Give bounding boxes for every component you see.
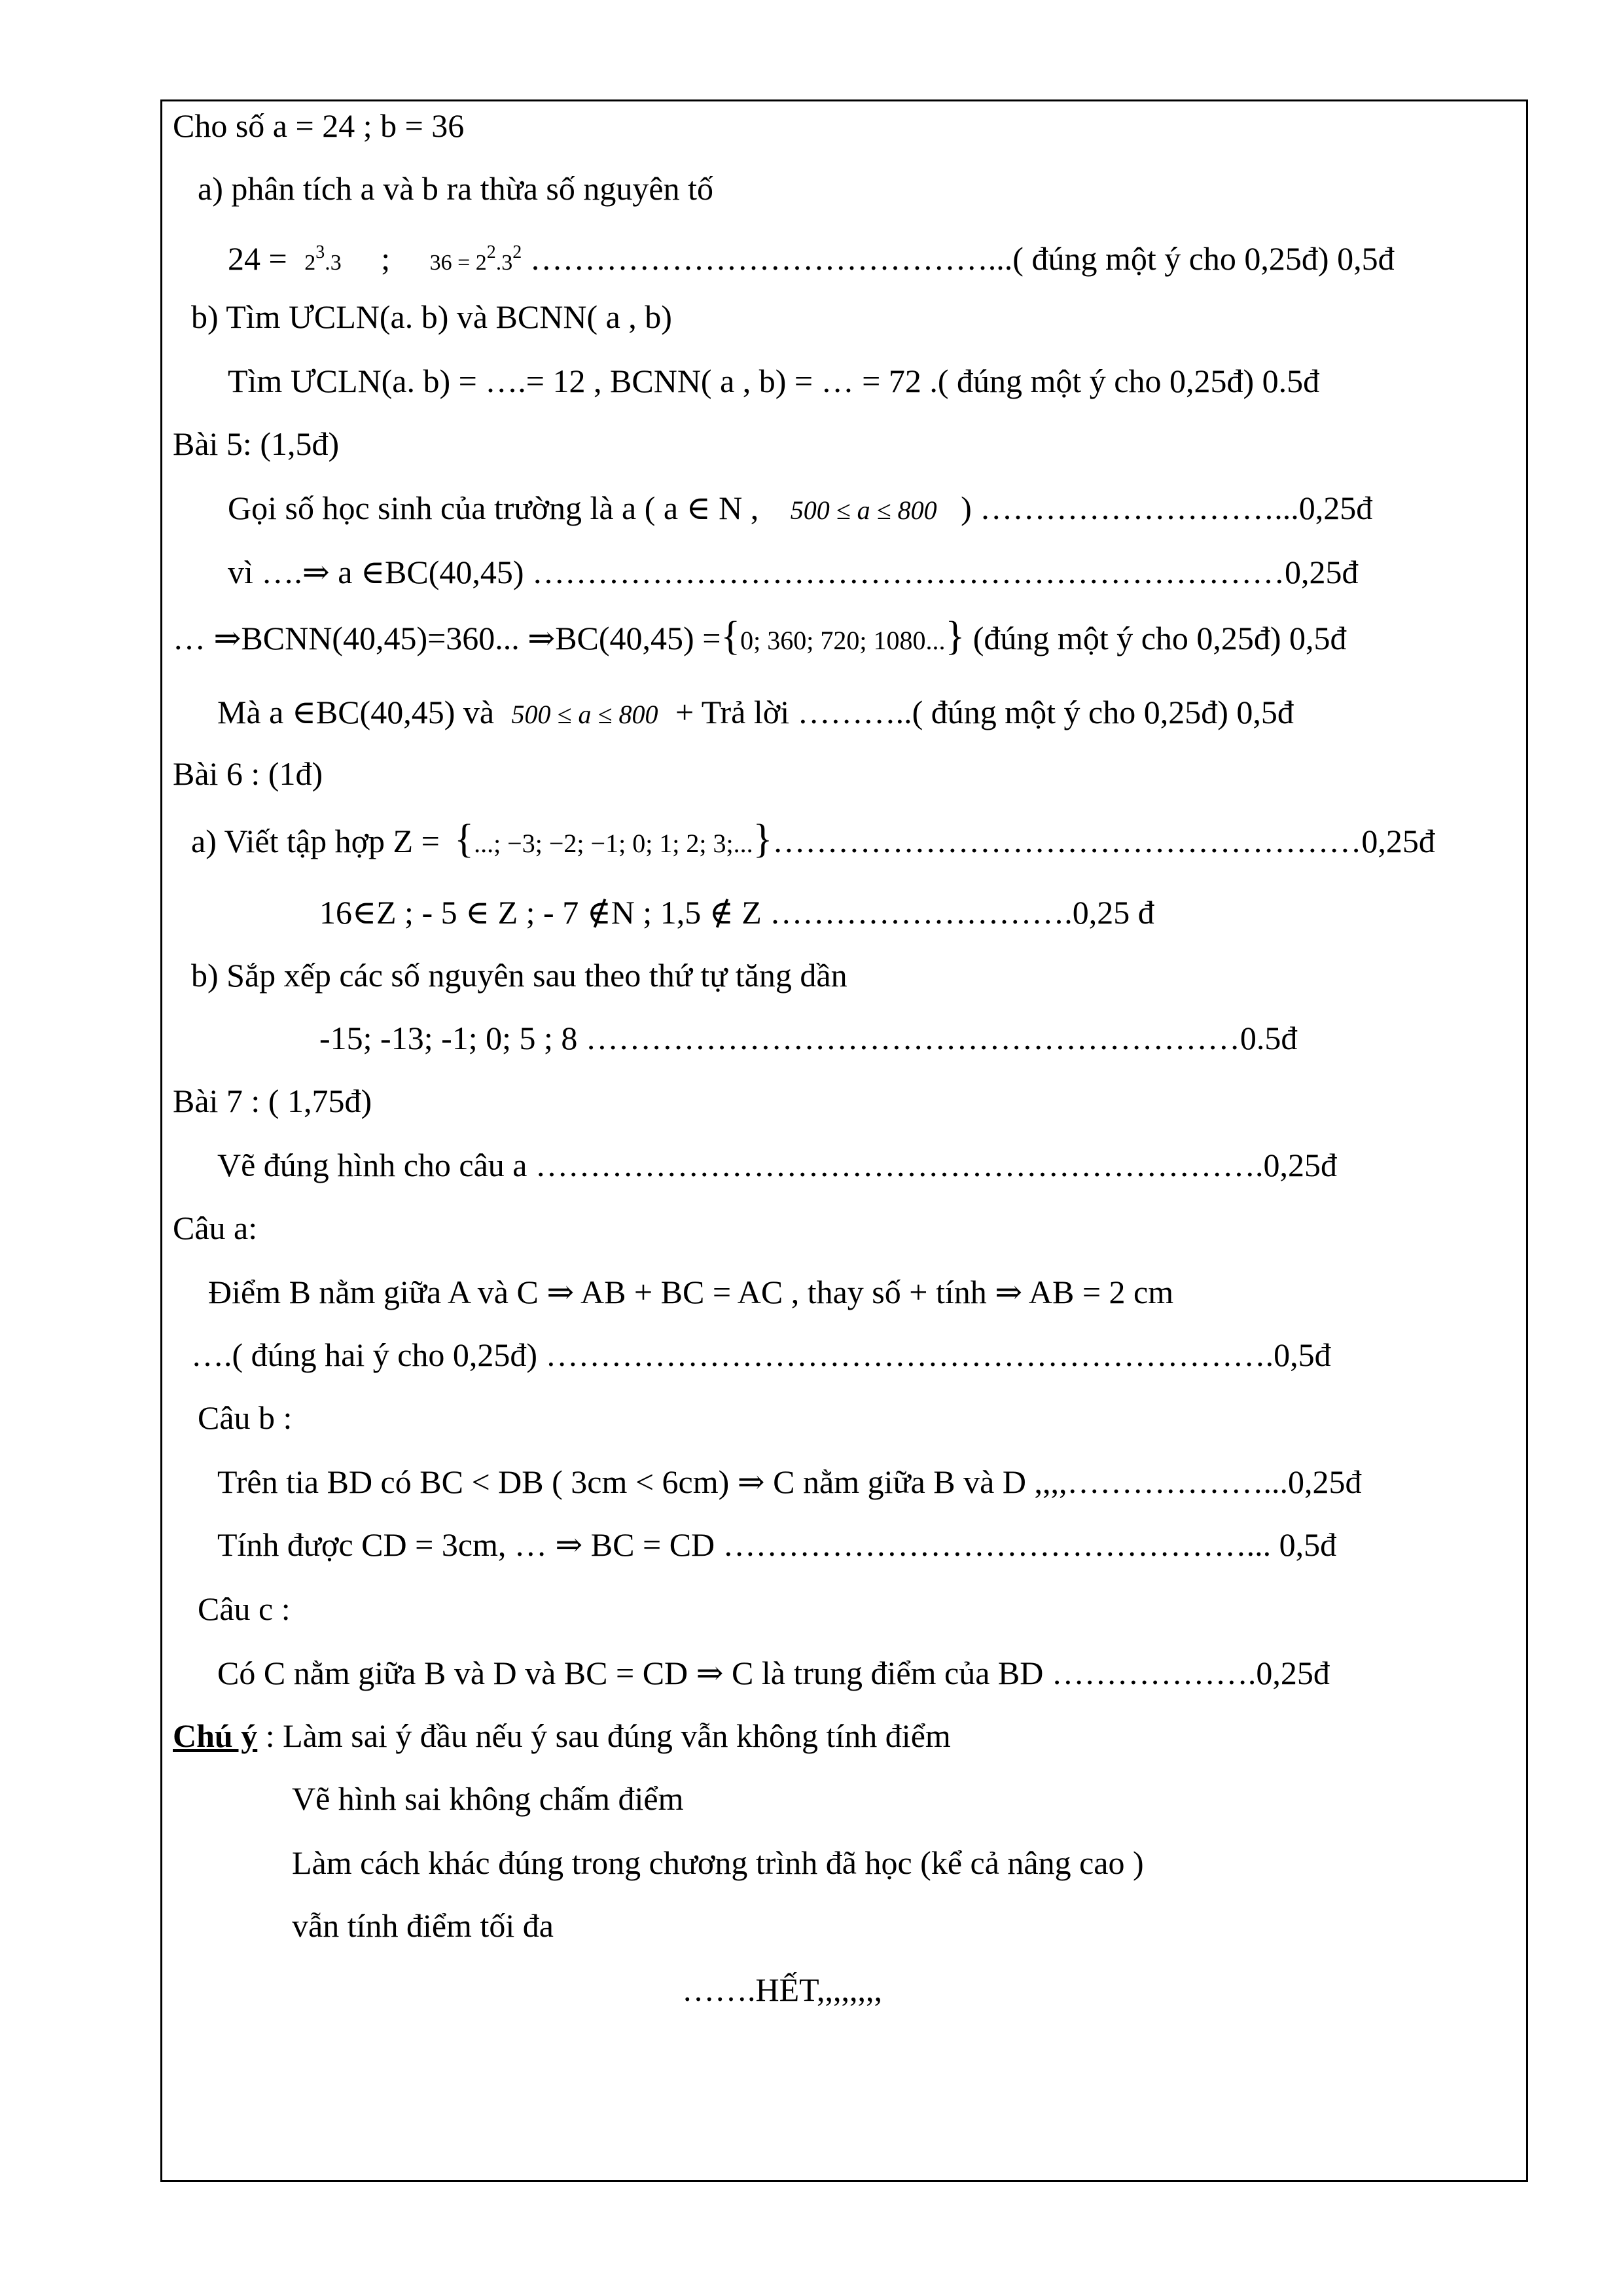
set-open-brace: {: [721, 614, 741, 658]
bai-5-setup-line: [228, 488, 1372, 530]
setup-text: Gọi số học sinh của trường là a ( a ∈ N ,: [228, 490, 759, 526]
lcm-score: (đúng một ý cho 0,25đ) 0,5đ: [965, 620, 1347, 656]
set-close-brace: }: [945, 614, 965, 658]
lcm-text: … ⇒BCNN(40,45)=360... ⇒BC(40,45) =: [173, 620, 721, 656]
factorization-separator: ;: [381, 240, 391, 277]
bai-5-heading: Bài 5: (1,5đ): [173, 425, 340, 462]
part-a-heading: a) phân tích a và b ra thừa số nguyên tố: [198, 170, 713, 207]
setup-score: ) ………………………...0,25đ: [961, 490, 1373, 526]
note-line-4: vẫn tính điểm tối đa: [292, 1907, 554, 1944]
given-values-line: Cho số a = 24 ; b = 36: [173, 107, 465, 144]
set-z-text: a) Viết tập hợp Z =: [191, 823, 440, 859]
end-marker: …….HẾT,,,,,,,,: [682, 1971, 882, 2008]
z-close-brace: }: [753, 817, 773, 861]
part-b-heading: b) Tìm ƯCLN(a. b) và BCNN( a , b): [191, 298, 672, 335]
cau-c-heading: Câu c :: [198, 1590, 291, 1627]
set-z-score: ………………………………………………0,25đ: [772, 823, 1435, 859]
note-label: Chú ý: [173, 1717, 258, 1754]
cau-a-score-line: ….( đúng hai ý cho 0,25đ) ………………………………………………………….0,5đ: [191, 1336, 1331, 1373]
bai-5-bc-line: vì ….⇒ a ∈BC(40,45) ……………………………………………………………0,25đ: [228, 554, 1359, 590]
cau-b-cd-line: Tính được CD = 3cm, … ⇒ BC = CD …………………………………………... 0,5đ: [217, 1526, 1337, 1563]
part-b-sort-heading: b) Sắp xếp các số nguyên sau theo thứ tự tăng dần: [191, 957, 847, 994]
answer-score: + Trả lời ………..( đúng một ý cho 0,25đ) 0,5đ: [675, 694, 1294, 730]
bc-set-values: 0; 360; 720; 1080...: [740, 626, 946, 655]
note-line-2: Vẽ hình sai không chấm điểm: [292, 1780, 684, 1817]
answer-text: Mà a ∈BC(40,45) và: [217, 694, 495, 730]
gcd-lcm-line: Tìm ƯCLN(a. b) = ….= 12 , BCNN( a , b) = … = 72 .( đúng một ý cho 0,25đ) 0.5đ: [228, 363, 1320, 399]
prime-factorization-line: [228, 233, 1395, 283]
range-inequality: 500 ≤ a ≤ 800: [790, 495, 937, 525]
cau-a-point-line: Điểm B nằm giữa A và C ⇒ AB + BC = AC , thay số + tính ⇒ AB = 2 cm: [208, 1274, 1174, 1310]
draw-figure-line: Vẽ đúng hình cho câu a ………………………………………………………….0,25đ: [217, 1147, 1337, 1183]
factorization-36-expression: $36 = 2^2.3^2$: [429, 242, 522, 275]
factorization-24-expression: $2^3.3$: [304, 242, 342, 275]
factorization-24-label: 24 =: [228, 240, 287, 277]
note-text: : Làm sai ý đầu nếu ý sau đúng vẫn không tính điểm: [257, 1717, 951, 1754]
note-line: [173, 1716, 951, 1755]
sorted-numbers-line: -15; -13; -1; 0; 5 ; 8 ……………………………………………………0.5đ: [319, 1020, 1298, 1056]
z-open-brace: {: [454, 817, 474, 861]
note-line-3: Làm cách khác đúng trong chương trình đã học (kể cả nâng cao ): [292, 1844, 1144, 1881]
cau-b-ray-line: Trên tia BD có BC < DB ( 3cm < 6cm) ⇒ C nằm giữa B và D ,,,,………………...0,25đ: [217, 1463, 1362, 1500]
cau-b-heading: Câu b :: [198, 1399, 293, 1436]
membership-line: 16∈Z ; - 5 ∈ Z ; - 7 ∉N ; 1,5 ∉ Z ……………………….0,25 đ: [319, 894, 1154, 931]
bai-5-answer-line: [217, 692, 1294, 734]
cau-a-heading: Câu a:: [173, 1210, 258, 1246]
bai-6-heading: Bài 6 : (1đ): [173, 755, 323, 792]
set-z-line: [191, 819, 1435, 863]
bai-5-lcm-line: [173, 614, 1347, 660]
range-inequality-2: 500 ≤ a ≤ 800: [511, 700, 658, 729]
bai-7-heading: Bài 7 : ( 1,75đ): [173, 1083, 372, 1119]
cau-c-midpoint-line: Có C nằm giữa B và D và BC = CD ⇒ C là trung điểm của BD ……………….0,25đ: [217, 1655, 1330, 1691]
z-set-values: ...; −3; −2; −1; 0; 1; 2; 3;...: [474, 829, 753, 858]
factorization-score: ……………………………………...( đúng một ý cho 0,25đ) 0,5đ: [522, 240, 1395, 277]
